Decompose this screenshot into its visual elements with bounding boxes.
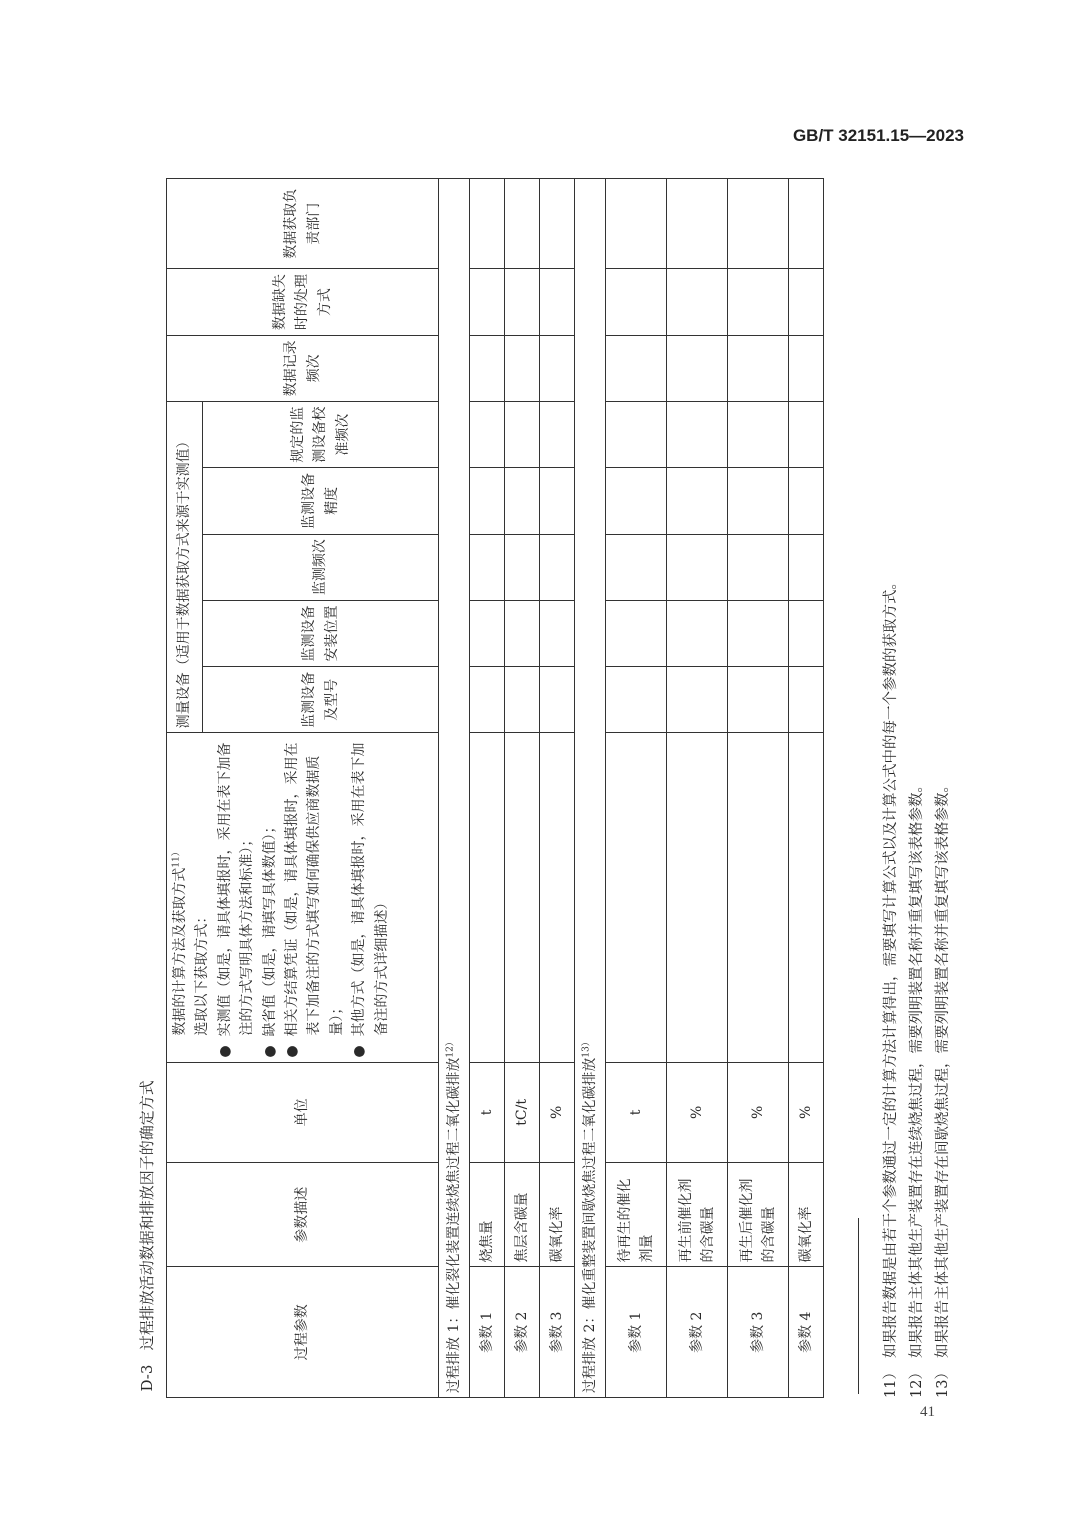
header-measure-group: 测量设备（适用于数据获取方式来源于实测值） [167, 402, 203, 733]
s1-row2-unit: tC/t [505, 1062, 540, 1162]
header-dept: 数据获取负责部门 [167, 179, 439, 269]
table-caption: 过程排放活动数据和排放因子的确定方式 [138, 1080, 156, 1351]
s2-row4-desc: 碳氧化率 [789, 1163, 824, 1267]
section-2-title: 过程排放 2：催化重整装置间歇烧焦过程二氧化碳排放$^{13)}$ [575, 179, 606, 1398]
standard-number: GB/T 32151.15—2023 [792, 126, 964, 145]
s2-row4-param: 参数 4 [789, 1267, 824, 1398]
method-item-1: ● 实测值（如是，请具体填报时，采用在表下加备注的方式写明具体方法和标准）； [216, 742, 256, 1058]
emission-table [128, 178, 824, 1398]
footnote-11: 11）如果报告数据是由若干个参数通过一定的计算方法计算得出，需要填写计算公式以及计算公式中的每一个参数的获取方式。 [883, 575, 899, 1398]
header-method [167, 733, 439, 1062]
s1-row1-unit: t [470, 1062, 505, 1162]
s1-row1-desc: 烧焦量 [470, 1163, 505, 1267]
s2-row2-unit: % [667, 1062, 728, 1162]
s2-row3-param: 参数 3 [728, 1267, 789, 1398]
method-item-3: ● 相关方结算凭证（如是，请具体填报时，采用在表下加备注的方式填写如何确保供应商数据质量）； [283, 742, 345, 1058]
s2-row1-desc: 待再生的催化剂量 [606, 1163, 667, 1267]
s2-row1-unit: t [606, 1062, 667, 1162]
page-number: 41 [920, 1404, 935, 1420]
section-1-title: 过程排放 1：催化裂化装置连续烧焦过程二氧化碳排放$^{12)}$ [439, 179, 470, 1398]
method-sup: 11） [171, 847, 182, 868]
method-item-2: ● 缺省值（如是，请填写具体数值）； [261, 819, 278, 1058]
s2-row1-param: 参数 1 [606, 1267, 667, 1398]
header-measure-location: 监测设备安装位置 [203, 600, 439, 666]
header-measure-model: 监测设备及型号 [203, 667, 439, 733]
s1-row2-param: 参数 2 [505, 1267, 540, 1398]
header-measure-precision: 监测设备精度 [203, 468, 439, 534]
header-param: 过程参数 [167, 1267, 439, 1398]
s2-row3-unit: % [728, 1062, 789, 1162]
table-number: D-3 [138, 1364, 156, 1392]
header-missing: 数据缺失时的处理方式 [167, 269, 439, 335]
method-title: 数据的计算方法及获取方式 [172, 867, 188, 1036]
header-desc: 参数描述 [167, 1163, 439, 1267]
s2-row4-unit: % [789, 1062, 824, 1162]
s1-row3-unit: % [540, 1062, 575, 1162]
s1-row2-desc: 焦层含碳量 [505, 1163, 540, 1267]
method-item-4: ● 其他方式（如是，请具体填报时，采用在表下加备注的方式详细描述） [351, 742, 390, 1058]
footnotes [878, 178, 958, 1398]
method-intro: 选取以下获取方式： [194, 909, 211, 1036]
header-unit: 单位 [167, 1062, 439, 1162]
header-measure-freq: 监测频次 [203, 534, 439, 600]
header-measure-calib: 规定的监测设备校准频次 [203, 402, 439, 468]
s2-row3-desc: 再生后催化剂的含碳量 [728, 1163, 789, 1267]
s1-row3-param: 参数 3 [540, 1267, 575, 1398]
s1-row1-param: 参数 1 [470, 1267, 505, 1398]
footnote-rule [858, 1218, 859, 1394]
s2-row2-desc: 再生前催化剂的含碳量 [667, 1163, 728, 1267]
footnote-13: 13）如果报告主体其他生产装置存在间歇烧焦过程，需要列明装置名称并重复填写该表格参数。 [935, 778, 951, 1398]
s2-row2-param: 参数 2 [667, 1267, 728, 1398]
footnote-12: 12）如果报告主体其他生产装置存在连续烧焦过程，需要列明装置名称并重复填写该表格参数。 [909, 778, 925, 1398]
rotated-table-block [128, 178, 840, 1398]
header-record-freq: 数据记录频次 [167, 335, 439, 401]
s1-row3-desc: 碳氧化率 [540, 1163, 575, 1267]
